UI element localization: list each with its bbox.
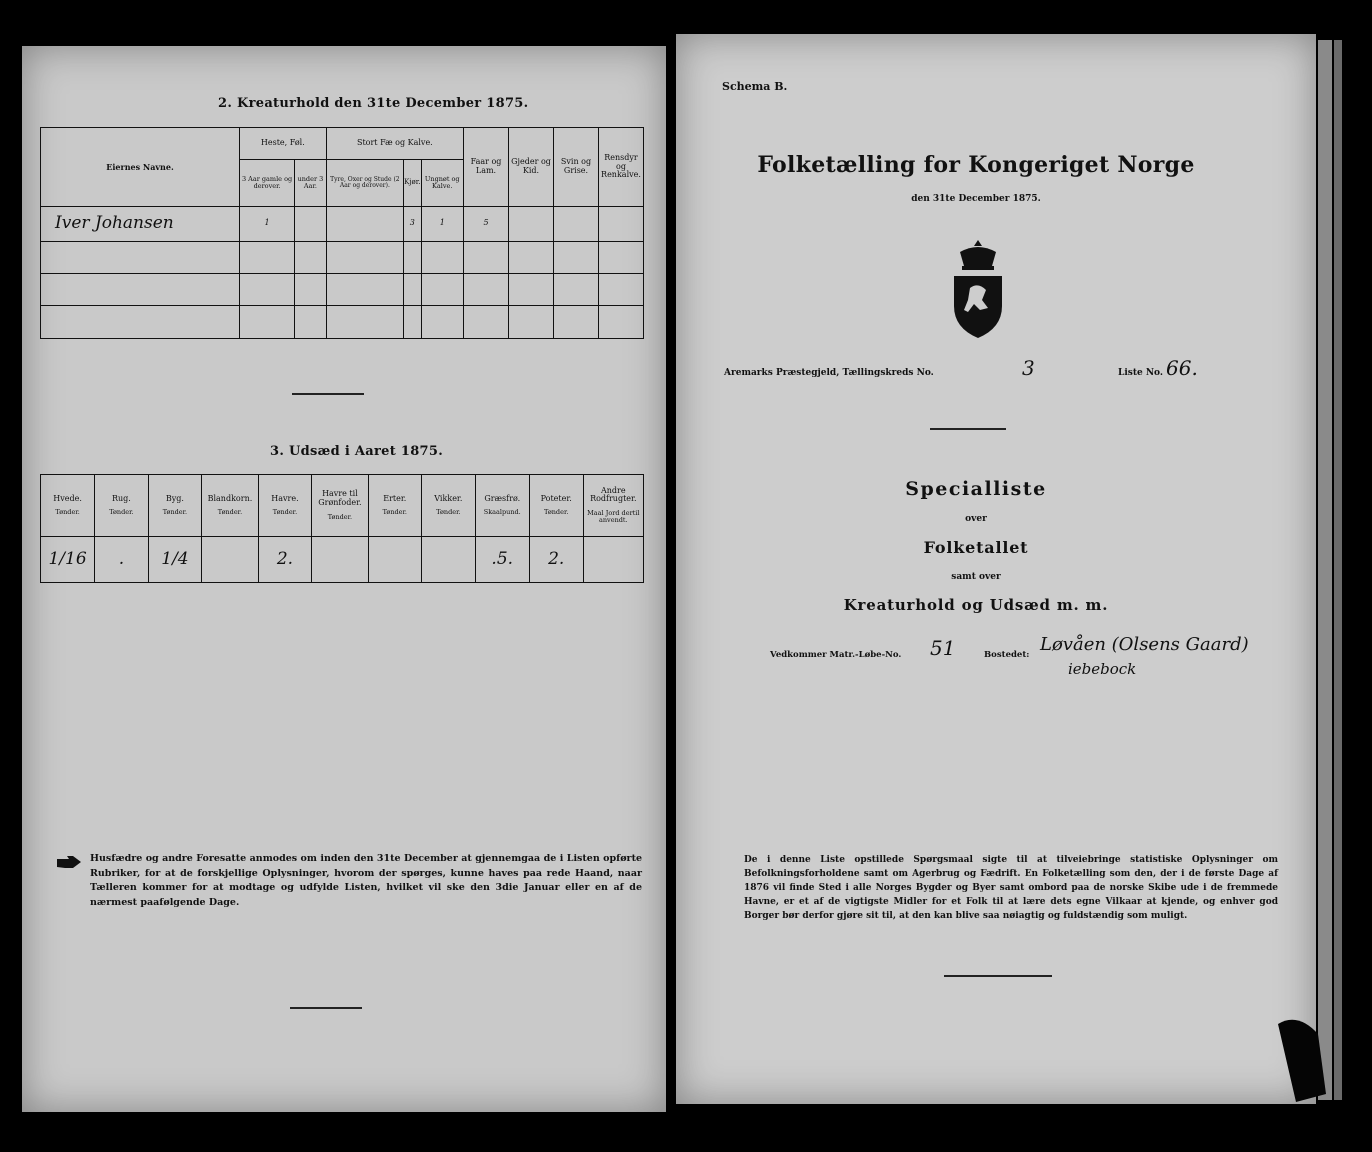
section-3-title: 3. Udsæd i Aaret 1875. bbox=[270, 444, 444, 459]
coat-of-arms-icon bbox=[948, 238, 1008, 340]
horses-adult-value: 1 bbox=[240, 206, 295, 241]
sowing-table bbox=[40, 474, 644, 583]
sowing-unit-label: Tønder. bbox=[162, 508, 188, 517]
over-text: over bbox=[965, 514, 987, 524]
sowing-value: .5. bbox=[475, 537, 529, 583]
parish-label: Aremarks Præstegjeld, Tællingskreds No. bbox=[724, 368, 934, 378]
sowing-crop-label: Hvede. bbox=[53, 493, 82, 503]
sowing-value bbox=[368, 537, 421, 583]
sowing-header-9 bbox=[529, 475, 583, 537]
col-horses-young: under 3 Aar. bbox=[295, 160, 327, 206]
col-goats: Gjeder og Kid. bbox=[509, 128, 554, 207]
sowing-header-6 bbox=[368, 475, 421, 537]
sowing-header-5 bbox=[312, 475, 368, 537]
samt-over-text: samt over bbox=[951, 572, 1001, 582]
pointing-hand-icon bbox=[56, 854, 82, 872]
sowing-unit-label: Tønder. bbox=[55, 508, 80, 517]
sowing-header-8 bbox=[475, 475, 529, 537]
sowing-crop-label: Havre til Grønfoder. bbox=[318, 489, 362, 507]
sowing-crop-label: Græsfrø. bbox=[484, 493, 521, 503]
livestock-sowing-text: Kreaturhold og Udsæd m. m. bbox=[843, 596, 1109, 614]
sowing-crop-label: Byg. bbox=[165, 493, 184, 503]
sowing-value: 2. bbox=[258, 537, 312, 583]
document-title: Folketælling for Kongeriget Norge bbox=[757, 152, 1195, 178]
matr-label: Vedkommer Matr.-Løbe-No. bbox=[770, 650, 902, 660]
livestock-table bbox=[40, 127, 644, 339]
sheep-value: 5 bbox=[464, 206, 509, 241]
divider bbox=[930, 428, 1006, 430]
cows-value: 3 bbox=[404, 206, 421, 241]
table-row bbox=[41, 274, 644, 306]
col-sheep: Faar og Lam. bbox=[464, 128, 509, 207]
special-list-title: Specialliste bbox=[905, 478, 1047, 500]
clip-shadow bbox=[1268, 1016, 1328, 1106]
sowing-crop-label: Rug. bbox=[111, 493, 131, 503]
residence-label: Bostedet: bbox=[984, 650, 1030, 660]
sowing-value bbox=[312, 537, 368, 583]
sowing-unit-label: Maal Jord dertil anvendt. bbox=[587, 509, 640, 525]
sowing-header-0 bbox=[41, 475, 95, 537]
sowing-header-1 bbox=[95, 475, 148, 537]
sowing-unit-label: Tønder. bbox=[109, 508, 134, 517]
schema-label: Schema B. bbox=[722, 80, 788, 93]
sowing-crop-label: Erter. bbox=[383, 493, 407, 503]
sowing-unit-label: Tønder. bbox=[436, 508, 461, 517]
table-row bbox=[41, 537, 644, 583]
residence-value-extra: iebebock bbox=[1068, 660, 1137, 678]
sowing-crop-label: Andre Rodfrugter. bbox=[590, 485, 637, 504]
sowing-unit-label: Tønder. bbox=[327, 512, 353, 521]
divider bbox=[290, 1007, 362, 1009]
page-edge bbox=[1334, 40, 1342, 1100]
sowing-crop-label: Poteter. bbox=[540, 493, 572, 503]
sowing-value: . bbox=[95, 537, 148, 583]
sowing-crop-label: Blandkorn. bbox=[207, 493, 253, 503]
col-bulls: Tyre, Oxer og Stude (2 Aar og derover). bbox=[326, 160, 403, 206]
sowing-unit-label: Skaalpund. bbox=[483, 508, 521, 517]
young-cattle-value: 1 bbox=[421, 206, 463, 241]
sowing-value: 1/4 bbox=[148, 537, 202, 583]
sowing-header-10 bbox=[583, 475, 643, 537]
sowing-crop-label: Vikker. bbox=[434, 493, 463, 503]
sowing-value bbox=[422, 537, 476, 583]
matr-number: 51 bbox=[930, 636, 956, 660]
sowing-header-3 bbox=[202, 475, 258, 537]
sowing-value: 2. bbox=[529, 537, 583, 583]
owner-name: Iver Johansen bbox=[41, 206, 240, 241]
list-number: 66. bbox=[1166, 356, 1198, 380]
notice-text: Husfædre og andre Foresatte anmodes om inden den 31te December at gjennemgaa de i Listen opførte Rubriker, for at de forskjellige Oplysninger, hvorom der spørges, kunne haves paa rede Haand, naar Tælleren kommer for at modtage og udfylde Listen, hvilket vil ske den 3die Januar eller en af de nærmest paafølgende Dage. bbox=[90, 853, 642, 909]
sowing-header-4 bbox=[258, 475, 312, 537]
col-pigs: Svin og Grise. bbox=[554, 128, 599, 207]
col-young-cattle: Ungnøt og Kalve. bbox=[421, 160, 463, 206]
table-row bbox=[41, 206, 644, 241]
sowing-crop-label: Havre. bbox=[271, 493, 299, 503]
left-page bbox=[22, 46, 666, 1112]
col-horses-adult: 3 Aar gamle og derover. bbox=[240, 160, 295, 206]
col-cattle: Stort Fæ og Kalve. bbox=[326, 128, 463, 160]
divider bbox=[292, 393, 364, 395]
table-row bbox=[41, 306, 644, 339]
sowing-unit-label: Tønder. bbox=[544, 508, 569, 517]
census-date: den 31te December 1875. bbox=[911, 194, 1041, 204]
right-page bbox=[676, 34, 1316, 1104]
page-edge bbox=[1318, 40, 1332, 1100]
table-row bbox=[41, 241, 644, 273]
population-text: Folketallet bbox=[923, 538, 1029, 557]
footer-text: De i denne Liste opstillede Spørgsmaal sigte til at tilveiebringe statistiske Oplysninger om Befolkningsforholdene samt om Agerbrug og Fædrift. En Folketælling som den, der i de første Dage af 1876 vil finde Sted i alle Norges Bygder og Byer samt ombord paa de norske Skibe ude i de fremmede Havne, er et af de vigtigste Midler for et Folk til at lære dets egne Vilkaar at kjende, og enhver god Borger bør derfor gjøre sit til, at den kan blive saa nøiagtig og fuldstændig som muligt. bbox=[744, 855, 1278, 921]
list-label: Liste No. bbox=[1118, 368, 1164, 378]
col-reindeer: Rensdyr og Renkalve. bbox=[599, 128, 644, 207]
sowing-unit-label: Tønder. bbox=[382, 508, 407, 517]
sowing-unit-label: Tønder. bbox=[272, 508, 298, 517]
sowing-unit-label: Tønder. bbox=[217, 508, 243, 517]
divider bbox=[944, 975, 1052, 977]
section-2-title: 2. Kreaturhold den 31te December 1875. bbox=[218, 96, 529, 111]
col-horses: Heste, Føl. bbox=[240, 128, 327, 160]
sowing-value bbox=[202, 537, 258, 583]
residence-value: Løvåen (Olsens Gaard) bbox=[1040, 634, 1249, 655]
district-number: 3 bbox=[1022, 356, 1035, 380]
col-cows: Kjør. bbox=[404, 160, 421, 206]
sowing-header-7 bbox=[422, 475, 476, 537]
sowing-value bbox=[583, 537, 643, 583]
sowing-header-2 bbox=[148, 475, 202, 537]
col-owner-name: Eiernes Navne. bbox=[41, 128, 240, 207]
sowing-value: 1/16 bbox=[41, 537, 95, 583]
